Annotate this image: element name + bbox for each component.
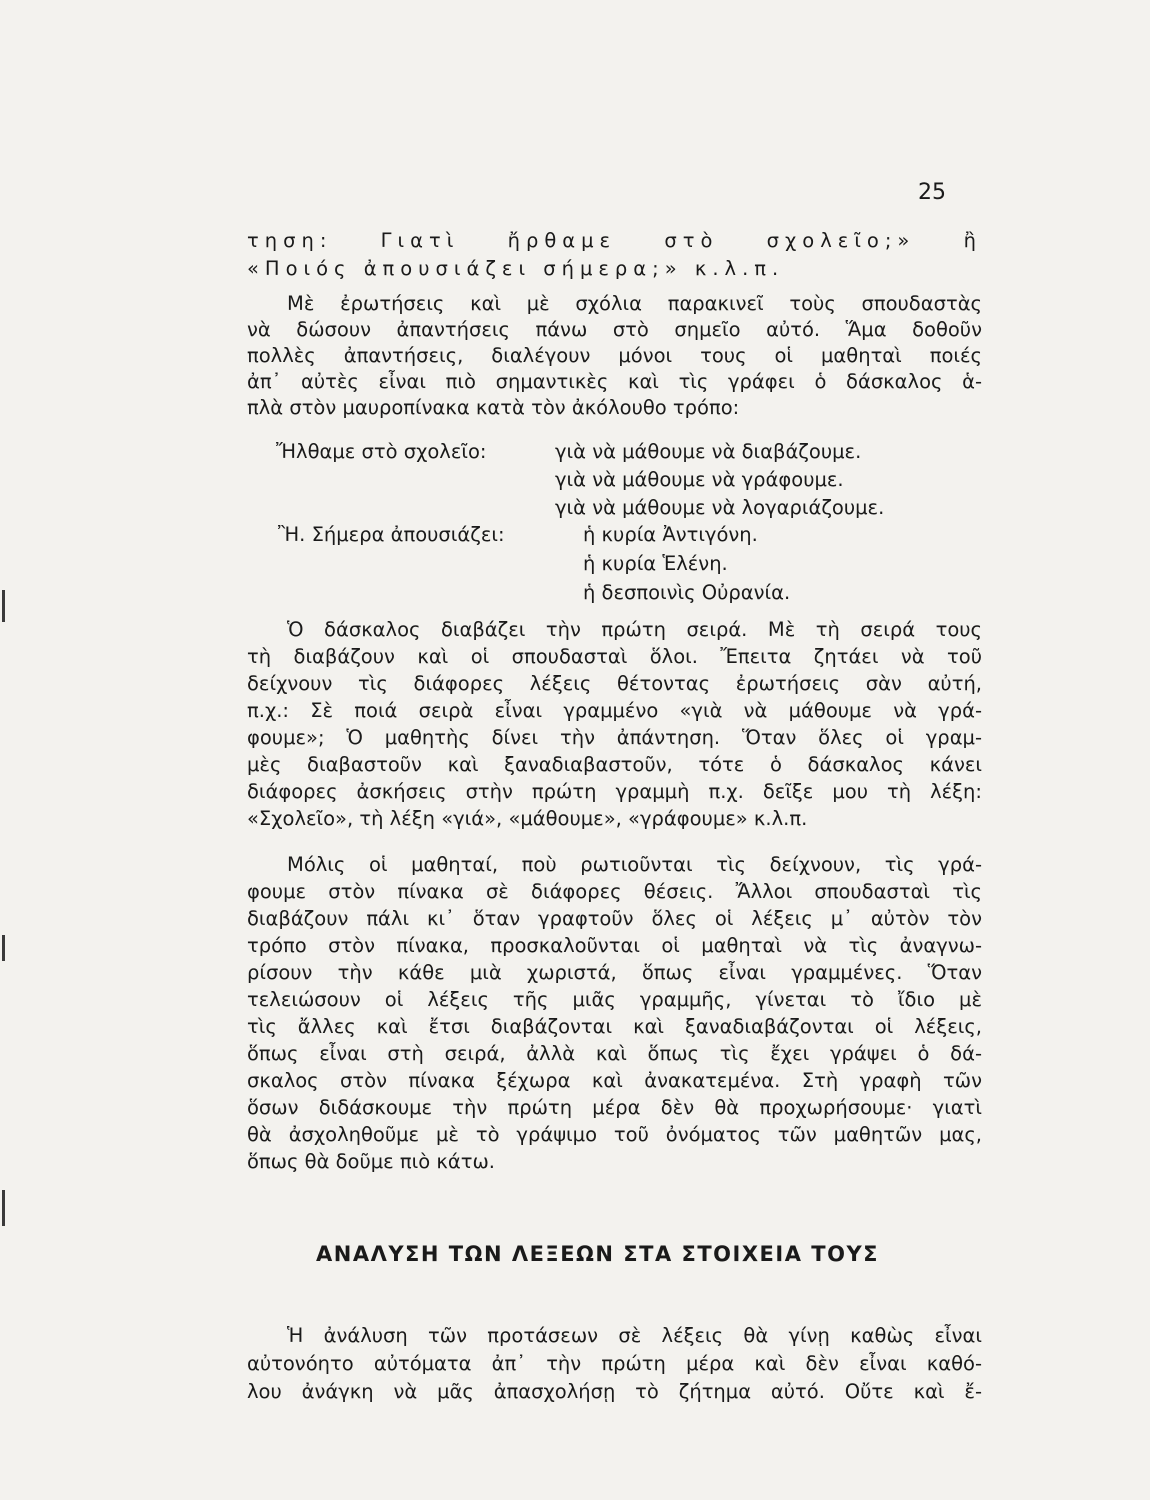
list-label: Ἢ. Σήμερα ἀπουσιάζει: [278, 523, 505, 546]
scan-edge-mark [2, 935, 5, 961]
text-line: θὰ ἀσχοληθοῦμε μὲ τὸ γράψιμο τοῦ ὀνόματος τῶν μαθητῶν μας, [247, 1123, 982, 1146]
text-line: ὅπως θὰ δοῦμε πιὸ κάτω. [247, 1150, 495, 1173]
list-label: Ἤλθαμε στὸ σχολεῖο: [276, 440, 487, 463]
scan-edge-mark [2, 590, 5, 622]
list-item: ἡ κυρία Ἑλένη. [583, 552, 728, 575]
text-line: μὲς διαβαστοῦν καὶ ξαναδιαβαστοῦν, τότε ὁ δάσκαλος κάνει [247, 753, 982, 776]
text-line: δείχνουν τὶς διάφορες λέξεις θέτοντας ἐρωτήσεις σὰν αὐτή, [247, 672, 982, 695]
text-line: φουμε στὸν πίνακα σὲ διάφορες θέσεις. Ἄλλοι σπουδασταὶ τὶς [247, 880, 982, 903]
text-line: ὅσων διδάσκουμε τὴν πρώτη μέρα δὲν θὰ προχωρήσουμε· γιατὶ [247, 1096, 982, 1119]
text-line: Ὁ δάσκαλος διαβάζει τὴν πρώτη σειρά. Μὲ τὴ σειρά τους [287, 618, 982, 641]
list-item: γιὰ νὰ μάθουμε νὰ διαβάζουμε. [555, 440, 862, 463]
list-item: ἡ δεσποινὶς Οὐρανία. [583, 581, 791, 604]
text-line: «Σχολεῖο», τὴ λέξη «γιά», «μάθουμε», «γράφουμε» κ.λ.π. [247, 807, 808, 830]
text-line: ρίσουν τὴν κάθε μιὰ χωριστά, ὅπως εἶναι γραμμένες. Ὅταν [247, 961, 982, 984]
text-line: ἀπ᾽ αὐτὲς εἶναι πιὸ σημαντικὲς καὶ τὶς γράφει ὁ δάσκαλος ἁ- [247, 370, 982, 393]
text-line: τηση: Γιατὶ ἤρθαμε στὸ σχολεῖο;» ἢ [247, 229, 982, 252]
text-line: νὰ δώσουν ἀπαντήσεις πάνω στὸ σημεῖο αὐτό. Ἅμα δοθοῦν [247, 318, 982, 341]
text-line: π.χ.: Σὲ ποιά σειρὰ εἶναι γραμμένο «γιὰ νὰ μάθουμε νὰ γρά- [247, 699, 982, 722]
text-line: πολλὲς ἀπαντήσεις, διαλέγουν μόνοι τους οἱ μαθηταὶ ποιές [247, 344, 982, 367]
text-line: τρόπο στὸν πίνακα, προσκαλοῦνται οἱ μαθηταὶ νὰ τὶς ἀναγνω- [247, 934, 982, 957]
scan-edge-mark [2, 1190, 5, 1226]
text-line: πλὰ στὸν μαυροπίνακα κατὰ τὸν ἀκόλουθο τρόπο: [247, 396, 740, 419]
page-number: 25 [918, 180, 946, 205]
text-line: διάφορες ἀσκήσεις στὴν πρώτη γραμμὴ π.χ. δεῖξε μου τὴ λέξη: [247, 780, 982, 803]
text-line: φουμε»; Ὁ μαθητὴς δίνει τὴν ἀπάντηση. Ὅταν ὅλες οἱ γραμ- [247, 726, 982, 749]
text-line: ὅπως εἶναι στὴ σειρά, ἀλλὰ καὶ ὅπως τὶς ἔχει γράψει ὁ δά- [247, 1042, 982, 1065]
text-line: τὶς ἄλλες καὶ ἔτσι διαβάζονται καὶ ξαναδιαβάζονται οἱ λέξεις, [247, 1015, 982, 1038]
text-line: λου ἀνάγκη νὰ μᾶς ἀπασχολήσῃ τὸ ζήτημα αὐτό. Οὔτε καὶ ἔ- [247, 1380, 982, 1403]
text-line: σκαλος στὸν πίνακα ξέχωρα καὶ ἀνακατεμένα. Στὴ γραφὴ τῶν [247, 1069, 982, 1092]
text-line: «Ποιός ἀπουσιάζει σήμερα;» κ.λ.π. [247, 257, 785, 280]
list-item: ἡ κυρία Ἀντιγόνη. [583, 523, 758, 546]
text-line: διαβάζουν πάλι κι᾽ ὅταν γραφτοῦν ὅλες οἱ λέξεις μ᾽ αὐτὸν τὸν [247, 907, 982, 930]
text-line: Ἡ ἀνάλυση τῶν προτάσεων σὲ λέξεις θὰ γίνῃ καθὼς εἶναι [287, 1324, 982, 1347]
list-item: γιὰ νὰ μάθουμε νὰ γράφουμε. [555, 468, 844, 491]
text-line: Μόλις οἱ μαθηταί, ποὺ ρωτιοῦνται τὶς δείχνουν, τὶς γρά- [287, 853, 982, 876]
text-line: Μὲ ἐρωτήσεις καὶ μὲ σχόλια παρακινεῖ τοὺς σπουδαστὰς [287, 292, 982, 315]
text-line: τελειώσουν οἱ λέξεις τῆς μιᾶς γραμμῆς, γίνεται τὸ ἴδιο μὲ [247, 988, 982, 1011]
text-line: τὴ διαβάζουν καὶ οἱ σπουδασταὶ ὅλοι. Ἔπειτα ζητάει νὰ τοῦ [247, 645, 982, 668]
text-line: αὐτονόητο αὐτόματα ἀπ᾽ τὴν πρώτη μέρα καὶ δὲν εἶναι καθό- [247, 1352, 982, 1375]
section-heading: ΑΝΑΛΥΣΗ ΤΩΝ ΛΕΞΕΩΝ ΣΤΑ ΣΤΟΙΧΕΙΑ ΤΟΥΣ [316, 1242, 879, 1266]
list-item: γιὰ νὰ μάθουμε νὰ λογαριάζουμε. [555, 496, 885, 519]
